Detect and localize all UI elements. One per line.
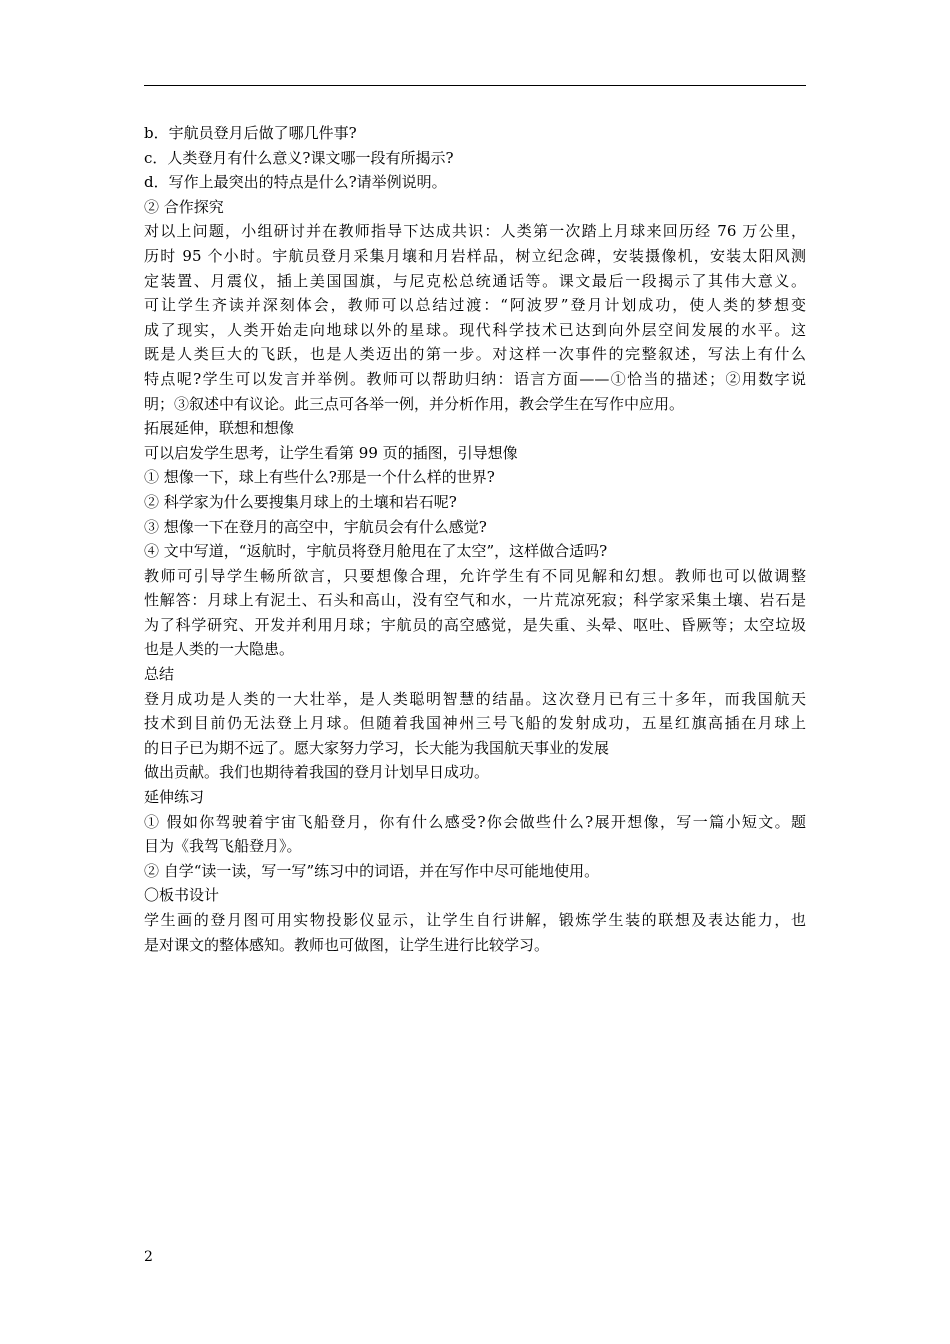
- text-line: d．写作上最突出的特点是什么?请举例说明。: [144, 173, 447, 192]
- paragraph: [144, 170, 806, 195]
- text-line: 技术到目前仍无法登上月球。但随着我国神州三号飞船的发射成功，五星红旗高插在月球上: [144, 714, 806, 733]
- text-line: ③ 想像一下在登月的高空中，宇航员会有什么感觉?: [144, 517, 487, 536]
- text-line: 延伸练习: [144, 788, 205, 807]
- text-line: 既是人类巨大的飞跃，也是人类迈出的第一步。对这样一次事件的完整叙述，写法上有什么: [144, 345, 806, 364]
- text-line: c．人类登月有什么意义?课文哪一段有所揭示?: [144, 148, 454, 167]
- paragraph: [144, 465, 806, 490]
- paragraph: [144, 785, 806, 810]
- paragraph: [144, 539, 806, 564]
- paragraph: [144, 662, 806, 687]
- paragraph: [144, 859, 806, 884]
- paragraph: [144, 687, 806, 761]
- paragraph: [144, 121, 806, 146]
- paragraph: [144, 760, 806, 785]
- text-line: 做出贡献。我们也期待着我国的登月计划早日成功。: [144, 763, 490, 782]
- paragraph: [144, 490, 806, 515]
- text-line: 可让学生齐读并深刻体会，教师可以总结过渡：“阿波罗”登月计划成功，使人类的梦想变: [144, 296, 806, 315]
- text-line: 明；③叙述中有议论。此三点可各举一例，并分析作用，教会学生在写作中应用。: [144, 394, 685, 413]
- text-line: 是对课文的整体感知。教师也可做图，让学生进行比较学习。: [144, 935, 550, 954]
- text-line: 定装置、月震仪，插上美国国旗，与尼克松总统通话等。课文最后一段揭示了其伟大意义。: [144, 271, 806, 290]
- page-number: 2: [144, 1249, 153, 1265]
- paragraph: [144, 908, 806, 957]
- text-line: 总结: [144, 665, 175, 684]
- text-line: ① 假如你驾驶着宇宙飞船登月，你有什么感受?你会做些什么?展开想像，写一篇小短文。题: [144, 812, 806, 831]
- text-line: ④ 文中写道，“返航时，宇航员将登月舱甩在了太空”，这样做合适吗?: [144, 542, 608, 561]
- paragraph: [144, 810, 806, 859]
- text-line: b．宇航员登月后做了哪几件事?: [144, 124, 357, 142]
- text-line: 性解答：月球上有泥土、石头和高山，没有空气和水，一片荒凉死寂；科学家采集土壤、岩石是: [144, 591, 806, 610]
- text-line: 可以启发学生思考，让学生看第 99 页的插图，引导想像: [144, 443, 518, 462]
- paragraph: [144, 219, 806, 416]
- text-line: 对以上问题，小组研讨并在教师指导下达成共识：人类第一次踏上月球来回历经 76 万公里，: [144, 222, 806, 241]
- header-rule: [144, 85, 806, 86]
- text-line: 也是人类的一大隐患。: [144, 640, 295, 659]
- paragraph: [144, 515, 806, 540]
- text-line: 为了科学研究、开发并利用月球；宇航员的高空感觉，是失重、头晕、呕吐、昏厥等；太空垃圾: [144, 615, 806, 634]
- paragraph: [144, 441, 806, 466]
- text-line: ① 想像一下，球上有些什么?那是一个什么样的世界?: [144, 468, 495, 487]
- text-line: 教师可引导学生畅所欲言，只要想像合理，允许学生有不同见解和幻想。教师也可以做调整: [144, 566, 806, 585]
- text-line: 〇板书设计: [144, 886, 220, 905]
- paragraph: [144, 564, 806, 662]
- paragraph: [144, 883, 806, 908]
- text-line: 拓展延伸，联想和想像: [144, 419, 295, 438]
- text-line: 历时 95 个小时。宇航员登月采集月壤和月岩样品，树立纪念碑，安装摄像机，安装太阳风测: [144, 246, 806, 265]
- text-line: 登月成功是人类的一大壮举，是人类聪明智慧的结晶。这次登月已有三十多年，而我国航天: [144, 689, 806, 708]
- text-line: ② 科学家为什么要搜集月球上的土壤和岩石呢?: [144, 492, 457, 511]
- text-line: 学生画的登月图可用实物投影仪显示，让学生自行讲解，锻炼学生装的联想及表达能力，也: [144, 911, 806, 929]
- text-line: 目为《我驾飞船登月》。: [144, 837, 302, 856]
- paragraph: [144, 195, 806, 220]
- text-line: 特点呢?学生可以发言并举例。教师可以帮助归纳：语言方面——①恰当的描述；②用数字说: [144, 369, 806, 388]
- paragraph: [144, 416, 806, 441]
- text-line: 成了现实，人类开始走向地球以外的星球。现代科学技术已达到向外层空间发展的水平。这: [144, 320, 806, 339]
- document-body: [144, 121, 806, 957]
- text-line: 的日子已为期不远了。愿大家努力学习，长大能为我国航天事业的发展: [144, 738, 610, 757]
- paragraph: [144, 146, 806, 171]
- text-line: ② 自学“读一读，写一写”练习中的词语，并在写作中尽可能地使用。: [144, 861, 600, 880]
- text-line: ② 合作探究: [144, 197, 224, 216]
